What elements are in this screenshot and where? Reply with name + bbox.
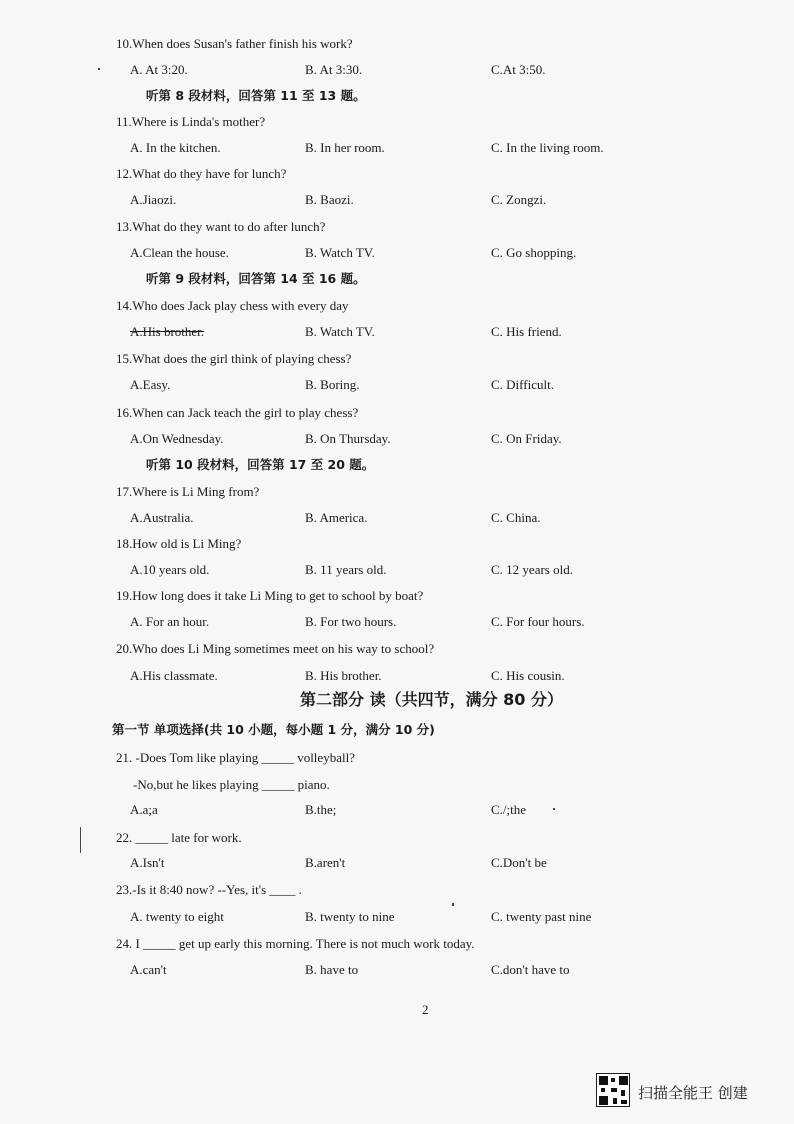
question-16: 16.When can Jack teach the girl to play chess?	[116, 405, 359, 420]
option-18-c: C. 12 years old.	[491, 562, 573, 577]
option-12-b: B. Baozi.	[305, 192, 354, 207]
option-24-b: B. have to	[305, 962, 359, 977]
option-14-a: A.His brother.	[130, 324, 205, 339]
question-11: 11.Where is Linda's mother?	[116, 114, 266, 129]
option-13-a: A.Clean the house.	[130, 245, 229, 260]
question-18: 18.How old is Li Ming?	[116, 536, 242, 551]
option-20-a: A.His classmate.	[130, 668, 218, 683]
page-number: 2	[422, 1002, 429, 1017]
option-13-c: C. Go shopping.	[491, 245, 577, 260]
option-17-c: C. China.	[491, 510, 541, 525]
subsection-heading: 第一节 单项选择(共 10 小题，每小题 1 分，满分 10 分)	[112, 722, 435, 737]
listening-instruction: 听第 10 段材料，回答第 17 至 20 题。	[146, 457, 375, 472]
option-19-a: A. For an hour.	[130, 614, 210, 629]
option-10-c: C.At 3:50.	[491, 62, 546, 77]
scan-speck	[553, 808, 555, 810]
option-12-c: C. Zongzi.	[491, 192, 547, 207]
option-22-a: A.Isn't	[130, 855, 165, 870]
question-19: 19.How long does it take Li Ming to get to school by boat?	[116, 588, 424, 603]
option-11-a: A. In the kitchen.	[130, 140, 221, 155]
scan-speck	[452, 903, 454, 906]
option-16-b: B. On Thursday.	[305, 431, 391, 446]
listening-instruction: 听第 8 段材料，回答第 11 至 13 题。	[146, 88, 366, 103]
option-20-c: C. His cousin.	[491, 668, 565, 683]
scan-speck	[98, 68, 100, 70]
option-11-c: C. In the living room.	[491, 140, 604, 155]
option-14-c: C. His friend.	[491, 324, 562, 339]
option-19-c: C. For four hours.	[491, 614, 585, 629]
option-13-b: B. Watch TV.	[305, 245, 375, 260]
question-17: 17.Where is Li Ming from?	[116, 484, 260, 499]
option-24-c: C.don't have to	[491, 962, 570, 977]
question-21: 21. -Does Tom like playing _____ volleyball?	[116, 750, 355, 765]
option-23-a: A. twenty to eight	[130, 909, 224, 924]
listening-instruction: 听第 9 段材料，回答第 14 至 16 题。	[146, 271, 366, 286]
option-15-c: C. Difficult.	[491, 377, 554, 392]
option-18-b: B. 11 years old.	[305, 562, 387, 577]
scanner-watermark	[596, 1073, 776, 1109]
question-13: 13.What do they want to do after lunch?	[116, 219, 326, 234]
option-17-b: B. America.	[305, 510, 368, 525]
option-18-a: A.10 years old.	[130, 562, 210, 577]
question-10: 10.When does Susan's father finish his work?	[116, 36, 353, 51]
option-21-a: A.a;a	[130, 802, 158, 817]
option-23-b: B. twenty to nine	[305, 909, 395, 924]
option-21-c: C./;the	[491, 802, 527, 817]
option-21-b: B.the;	[305, 802, 337, 817]
option-15-a: A.Easy.	[130, 377, 171, 392]
question-15: 15.What does the girl think of playing chess?	[116, 351, 352, 366]
option-11-b: B. In her room.	[305, 140, 385, 155]
question-21b-response: -No,but he likes playing _____ piano.	[133, 777, 330, 792]
option-23-c: C. twenty past nine	[491, 909, 592, 924]
option-17-a: A.Australia.	[130, 510, 194, 525]
question-12: 12.What do they have for lunch?	[116, 166, 287, 181]
question-14: 14.Who does Jack play chess with every day	[116, 298, 349, 313]
option-16-a: A.On Wednesday.	[130, 431, 224, 446]
option-10-a: A. At 3:20.	[130, 62, 188, 77]
option-14-b: B. Watch TV.	[305, 324, 375, 339]
option-20-b: B. His brother.	[305, 668, 382, 683]
question-22: 22. _____ late for work.	[116, 830, 242, 845]
option-22-c: C.Don't be	[491, 855, 547, 870]
option-24-a: A.can't	[130, 962, 167, 977]
option-10-b: B. At 3:30.	[305, 62, 363, 77]
option-12-a: A.Jiaozi.	[130, 192, 177, 207]
option-19-b: B. For two hours.	[305, 614, 397, 629]
footer-text: 扫描全能王 创建	[638, 1084, 748, 1102]
scan-speck	[80, 827, 81, 853]
section-heading: 第二部分 读（共四节，满分 80 分）	[300, 690, 563, 709]
option-16-c: C. On Friday.	[491, 431, 562, 446]
option-15-b: B. Boring.	[305, 377, 360, 392]
qr-code-icon	[596, 1073, 630, 1107]
question-24: 24. I _____ get up early this morning. There is not much work today.	[116, 936, 475, 951]
option-22-b: B.aren't	[305, 855, 346, 870]
question-23: 23.-Is it 8:40 now? --Yes, it's ____ .	[116, 882, 302, 897]
question-20: 20.Who does Li Ming sometimes meet on his way to school?	[116, 641, 435, 656]
